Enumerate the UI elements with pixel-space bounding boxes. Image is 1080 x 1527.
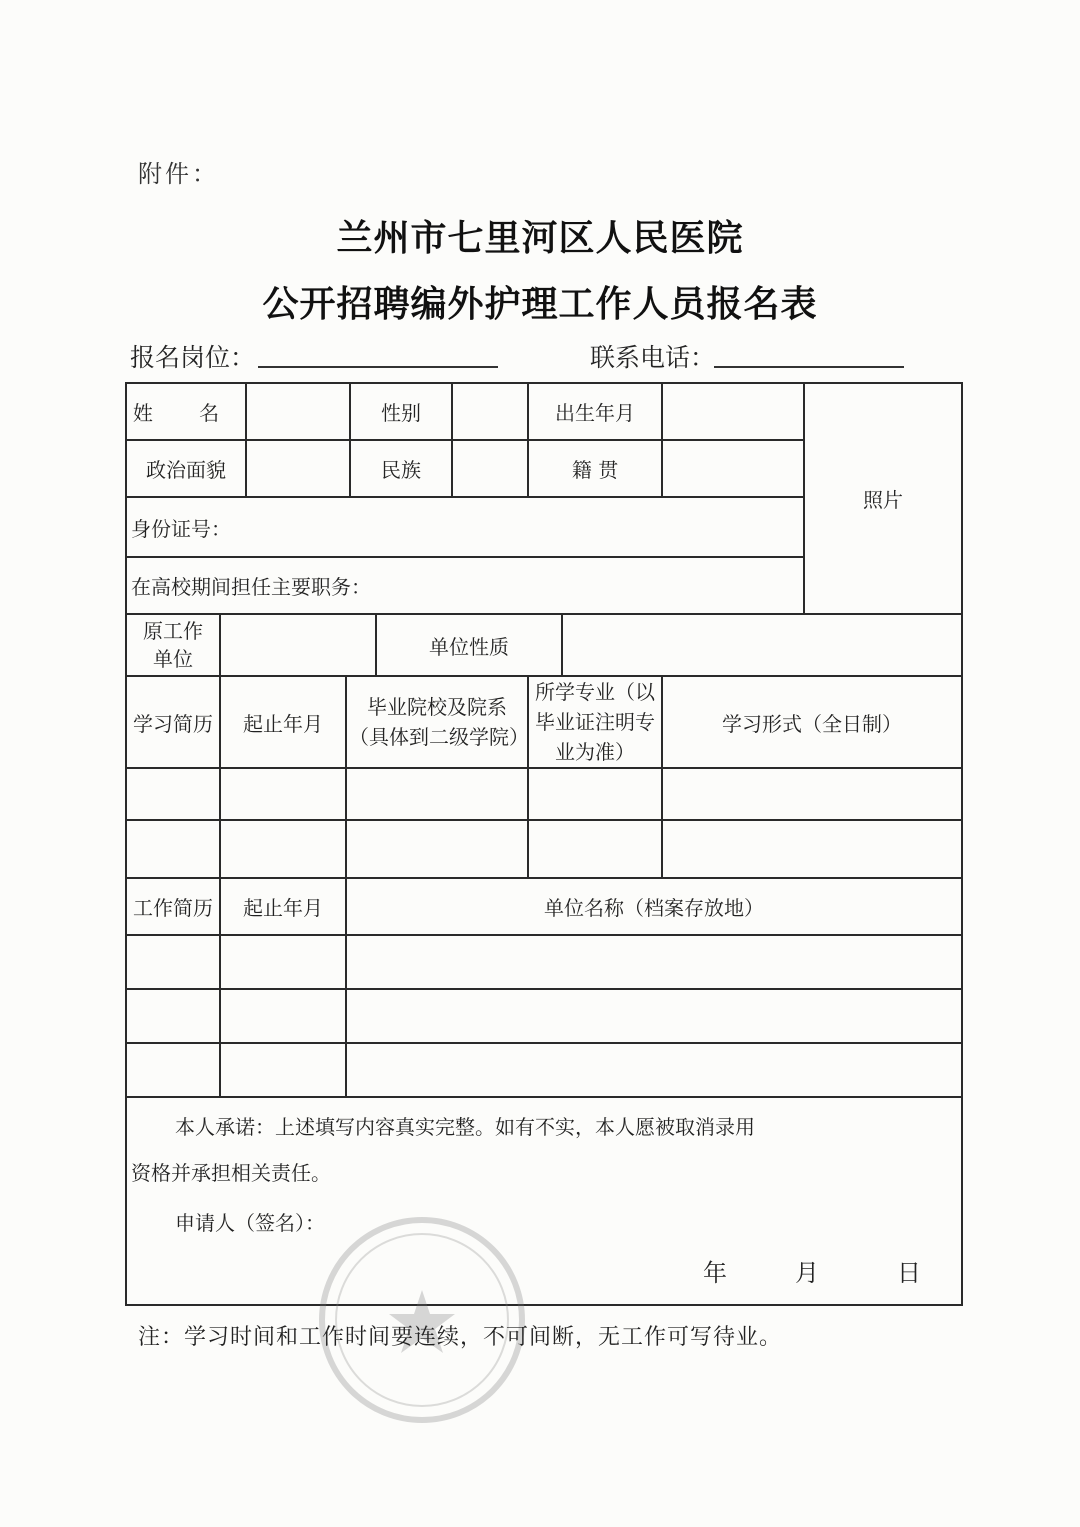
id-label: 身份证号：	[131, 516, 231, 541]
work-row-3-cell[interactable]	[126, 1043, 220, 1097]
school-label: 毕业院校及院系（具体到二级学院）	[346, 676, 528, 768]
registration-table	[125, 382, 963, 1306]
phone-field	[590, 338, 715, 374]
study-row-2-major[interactable]	[528, 820, 662, 878]
study-row-2-form[interactable]	[662, 820, 962, 878]
date-day: 日	[897, 1259, 922, 1287]
phone-label: 联系电话：	[590, 343, 716, 372]
birth-label: 出生年月	[528, 383, 662, 440]
work-row-2-period[interactable]	[220, 989, 346, 1043]
gender-input[interactable]	[452, 383, 528, 440]
work-row-1-cell[interactable]	[126, 935, 220, 989]
unit-type-input[interactable]	[562, 614, 962, 676]
name-label: 姓 名	[126, 383, 246, 440]
footnote: 注：学习时间和工作时间要连续，不可间断，无工作可写待业。	[138, 1325, 783, 1350]
study-history-label: 学习简历	[126, 676, 220, 768]
gender-label: 性别	[350, 383, 452, 440]
unit-type-label: 单位性质	[376, 614, 562, 676]
prev-work-input[interactable]	[220, 614, 376, 676]
work-history-label: 工作简历	[126, 878, 220, 935]
promise-section	[126, 1097, 962, 1305]
work-period-label: 起止年月	[220, 878, 346, 935]
promise-text-2: 资格并承担相关责任。	[131, 1161, 331, 1185]
attachment-label: 附件：	[138, 160, 219, 188]
study-row-1-school[interactable]	[346, 768, 528, 820]
study-row-1-major[interactable]	[528, 768, 662, 820]
political-label: 政治面貌	[126, 440, 246, 497]
study-row-2-cell[interactable]	[126, 820, 220, 878]
date-year: 年	[703, 1259, 728, 1287]
photo-box[interactable]	[804, 383, 962, 614]
title-form: 公开招聘编外护理工作人员报名表	[262, 284, 818, 325]
work-row-1-unit[interactable]	[346, 935, 962, 989]
birth-input[interactable]	[662, 383, 804, 440]
college-duty-label: 在高校期间担任主要职务：	[131, 575, 371, 599]
study-row-1-period[interactable]	[220, 768, 346, 820]
id-number-field[interactable]	[126, 497, 804, 557]
phone-input-line[interactable]	[714, 366, 904, 368]
work-row-3-period[interactable]	[220, 1043, 346, 1097]
work-row-1-period[interactable]	[220, 935, 346, 989]
position-input-line[interactable]	[258, 366, 498, 368]
position-label: 报名岗位：	[130, 343, 256, 372]
major-label: 所学专业（以毕业证注明专业为准）	[528, 676, 662, 768]
work-row-3-unit[interactable]	[346, 1043, 962, 1097]
photo-label: 照片	[863, 488, 904, 512]
study-row-1-form[interactable]	[662, 768, 962, 820]
study-row-2-school[interactable]	[346, 820, 528, 878]
study-row-1-cell[interactable]	[126, 768, 220, 820]
work-unit-label: 单位名称（档案存放地）	[346, 878, 962, 935]
study-row-2-period[interactable]	[220, 820, 346, 878]
date-line[interactable]	[703, 1250, 921, 1296]
ethnicity-label: 民族	[350, 440, 452, 497]
work-row-2-unit[interactable]	[346, 989, 962, 1043]
political-input[interactable]	[246, 440, 350, 497]
origin-input[interactable]	[662, 440, 804, 497]
study-period-label: 起止年月	[220, 676, 346, 768]
study-form-label: 学习形式（全日制）	[662, 676, 962, 768]
date-month: 月	[795, 1259, 820, 1287]
position-field	[130, 338, 255, 374]
origin-label: 籍 贯	[528, 440, 662, 497]
title-hospital: 兰州市七里河区人民医院	[336, 218, 744, 259]
work-row-2-cell[interactable]	[126, 989, 220, 1043]
signature-label[interactable]: 申请人（签名）：	[175, 1211, 325, 1235]
name-input[interactable]	[246, 383, 350, 440]
prev-work-label: 原工作单位	[126, 614, 220, 676]
promise-text-1: 本人承诺：上述填写内容真实完整。如有不实，本人愿被取消录用	[175, 1115, 755, 1139]
ethnicity-input[interactable]	[452, 440, 528, 497]
college-duty-field[interactable]	[126, 557, 804, 614]
